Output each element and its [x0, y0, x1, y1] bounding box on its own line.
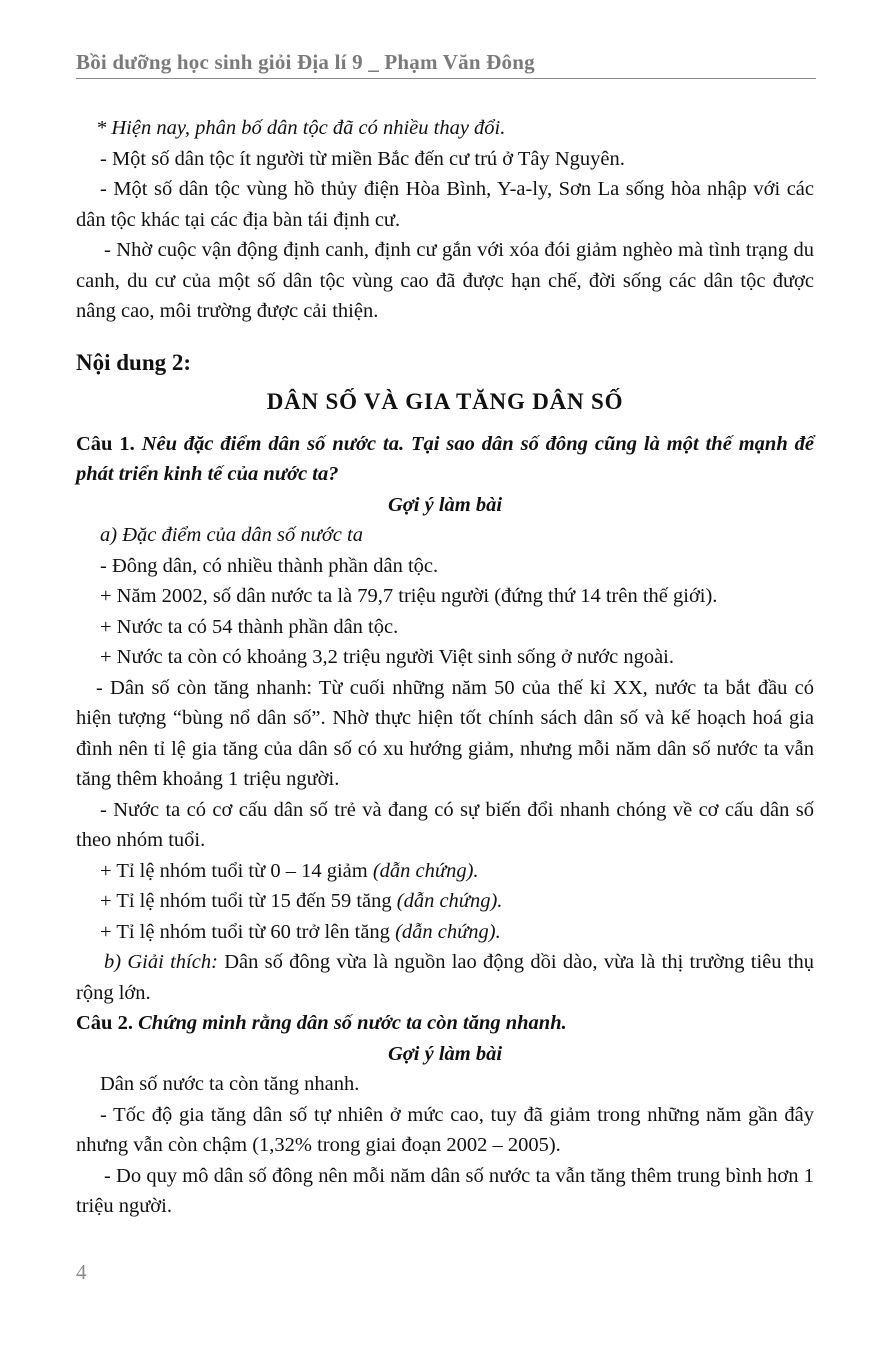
question-label: Câu 2.: [76, 1012, 133, 1034]
answer-line: - Tốc độ gia tăng dân số tự nhiên ở mức cao, tuy đã giảm trong những năm gần đây nhưng vẫn còn chậm (1,32% trong giai đoạn 2002 – 2005).: [76, 1103, 814, 1156]
answer-line: [76, 886, 814, 917]
subsection-label: b) Giải thích:: [104, 951, 218, 973]
answer-line: - Nước ta có cơ cấu dân số trẻ và đang có sự biến đổi nhanh chóng về cơ cấu dân số theo nhóm tuổi.: [76, 798, 814, 851]
subsection-heading: a) Đặc điểm của dân số nước ta: [100, 524, 363, 546]
question-2: [76, 1008, 814, 1039]
question-label: Câu 1.: [76, 432, 135, 455]
answer-line: + Nước ta có 54 thành phần dân tộc.: [100, 615, 399, 638]
answer-line: [76, 917, 814, 948]
question-text: Nêu đặc điểm dân số nước ta. Tại sao dân số đông cũng là một thế mạnh để phát triển kinh tế của nước ta?: [76, 432, 814, 485]
answer-line: [76, 947, 814, 1008]
answer-line: Dân số nước ta còn tăng nhanh.: [100, 1073, 360, 1095]
answer-line: + Năm 2002, số dân nước ta là 79,7 triệu người (đứng thứ 14 trên thế giới).: [100, 585, 718, 607]
intro-paragraph: - Nhờ cuộc vận động định canh, định cư gắn với xóa đói giảm nghèo mà tình trạng du canh, du cư của một số dân tộc vùng cao đã được hạn chế, đời sống các dân tộc được nâng cao, môi trường được cải thiện.: [76, 239, 814, 322]
section-heading: Nội dung 2:: [76, 349, 192, 375]
running-header: Bồi dưỡng học sinh giỏi Địa lí 9 _ Phạm Văn Đông: [76, 50, 535, 74]
answer-line: - Đông dân, có nhiều thành phần dân tộc.: [100, 554, 439, 577]
answer-line: [76, 856, 814, 887]
answer-hint-heading: Gợi ý làm bài: [387, 1042, 503, 1065]
intro-note: * Hiện nay, phân bố dân tộc đã có nhiều thay đổi.: [96, 117, 506, 139]
header-divider: [76, 78, 816, 79]
answer-line: + Nước ta còn có khoảng 3,2 triệu người Việt sinh sống ở nước ngoài.: [100, 646, 674, 668]
answer-line: - Dân số còn tăng nhanh: Từ cuối những năm 50 của thế kỉ XX, nước ta bắt đầu có hiện tượng “bùng nổ dân số”. Nhờ thực hiện tốt chính sách dân số và kế hoạch hoá gia đình nên tỉ lệ gia tăng của dân số có xu hướng giảm, nhưng mỗi năm dân số nước ta vẫn tăng thêm khoảng 1 triệu người.: [76, 676, 814, 790]
answer-hint-heading: Gợi ý làm bài: [387, 493, 503, 516]
page-body: [76, 113, 814, 1222]
answer-text: + Tỉ lệ nhóm tuổi từ 0 – 14 giảm: [100, 859, 368, 882]
intro-paragraph: - Một số dân tộc vùng hồ thủy điện Hòa Bình, Y-a-ly, Sơn La sống hòa nhập với các dân tộc khác tại các địa bàn tái định cư.: [76, 178, 814, 231]
answer-text: Dân số đông vừa là nguồn lao động dồi dào, vừa là thị trường tiêu thụ rộng lớn.: [76, 951, 815, 1004]
question-1: [76, 429, 814, 490]
page-number: 4: [76, 1260, 87, 1284]
evidence-note: (dẫn chứng).: [372, 859, 479, 882]
intro-paragraph: - Một số dân tộc ít người từ miền Bắc đến cư trú ở Tây Nguyên.: [100, 147, 625, 170]
section-title: DÂN SỐ VÀ GIA TĂNG DÂN SỐ: [266, 388, 624, 414]
answer-line: - Do quy mô dân số đông nên mỗi năm dân số nước ta vẫn tăng thêm trung bình hơn 1 triệu người.: [76, 1164, 814, 1217]
evidence-note: (dẫn chứng).: [396, 890, 503, 912]
answer-text: + Tỉ lệ nhóm tuổi từ 15 đến 59 tăng: [100, 890, 392, 912]
answer-text: + Tỉ lệ nhóm tuổi từ 60 trở lên tăng: [100, 920, 390, 943]
question-text: Chứng minh rằng dân số nước ta còn tăng nhanh.: [138, 1012, 567, 1034]
evidence-note: (dẫn chứng).: [395, 920, 501, 943]
